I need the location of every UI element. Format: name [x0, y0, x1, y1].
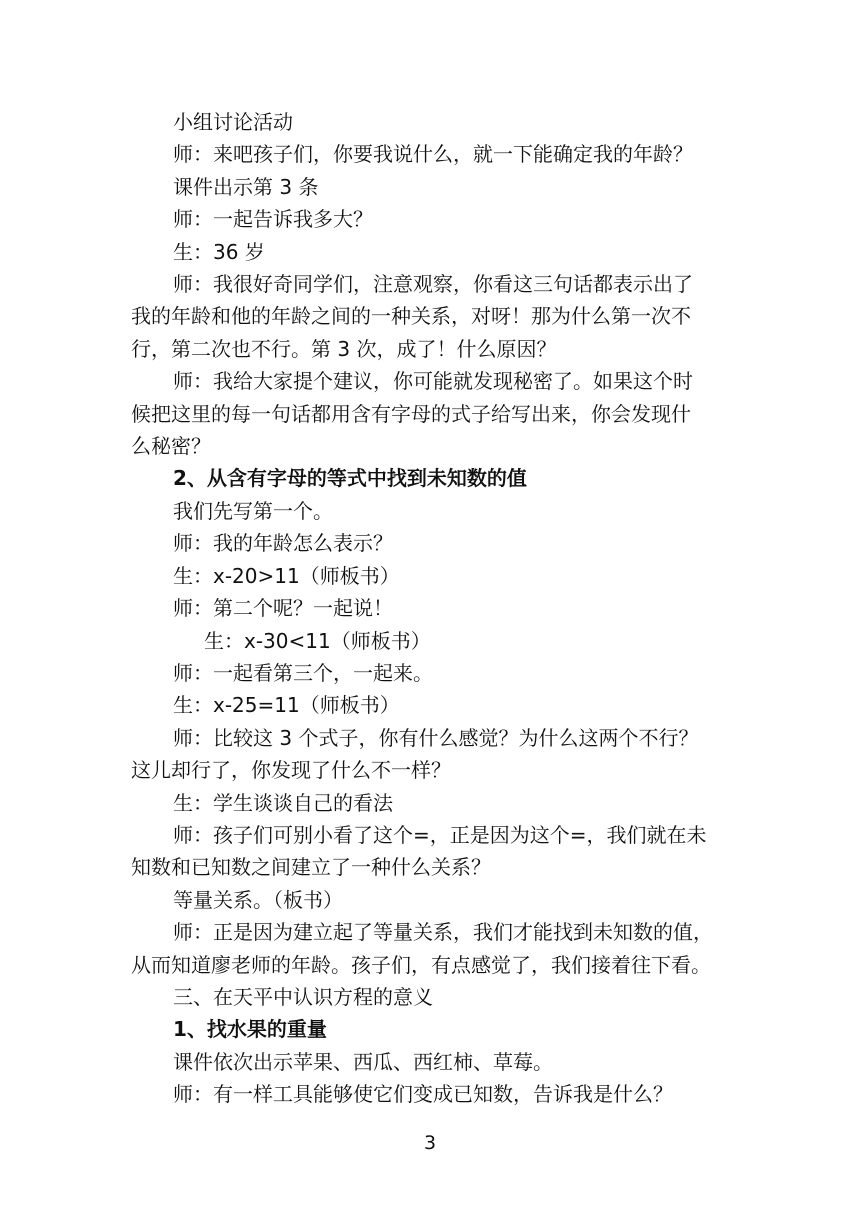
paragraph-line: 从而知道廖老师的年龄。孩子们，有点感觉了，我们接着往下看。	[131, 952, 711, 977]
paragraph-line: 师：我的年龄怎么表示？	[173, 531, 393, 556]
paragraph-line: 知数和已知数之间建立了一种什么关系？	[131, 855, 491, 880]
paragraph-line: 生：x-25=11（师板书）	[173, 693, 400, 718]
paragraph-line: 我的年龄和他的年龄之间的一种关系，对呀！那为什么第一次不	[131, 304, 691, 329]
paragraph-line: 生：x-30<11（师板书）	[204, 628, 431, 653]
paragraph-line: 生：学生谈谈自己的看法	[173, 790, 393, 815]
paragraph-line: 课件依次出示苹果、西瓜、西红柿、草莓。	[173, 1049, 553, 1074]
paragraph-line: 师：比较这 3 个式子，你有什么感觉？为什么这两个不行？	[173, 725, 699, 750]
paragraph-line: 我们先写第一个。	[173, 498, 333, 523]
paragraph-line: 这儿却行了，你发现了什么不一样？	[131, 758, 451, 783]
paragraph-line: 师：有一样工具能够使它们变成已知数，告诉我是什么？	[173, 1082, 673, 1107]
paragraph-line: 师：第二个呢？一起说！	[173, 596, 393, 621]
paragraph-line: 小组讨论活动	[173, 110, 293, 134]
paragraph-line: 候把这里的每一句话都用含有字母的式子给写出来，你会发现什	[131, 401, 691, 426]
paragraph-line: 师：一起告诉我多大？	[173, 207, 373, 232]
paragraph-line: 师：正是因为建立起了等量关系，我们才能找到未知数的值，	[173, 920, 713, 945]
paragraph-line: 师：我给大家提个建议，你可能就发现秘密了。如果这个时	[173, 369, 693, 394]
paragraph-line: 师：一起看第三个，一起来。	[173, 660, 433, 685]
paragraph-line: 三、在天平中认识方程的意义	[173, 984, 433, 1009]
paragraph-line: 生：36 岁	[173, 239, 265, 264]
paragraph-line: 等量关系。（板书）	[173, 887, 343, 912]
paragraph-line: 课件出示第 3 条	[173, 174, 319, 199]
document-body	[131, 106, 731, 1111]
section-heading: 1、找水果的重量	[173, 1017, 327, 1042]
section-heading: 2、从含有字母的等式中找到未知数的值	[173, 466, 527, 491]
paragraph-line: 生：x-20>11（师板书）	[173, 563, 400, 588]
paragraph-line: 师：我很好奇同学们，注意观察，你看这三句话都表示出了	[173, 272, 693, 297]
paragraph-line: 么秘密？	[131, 434, 211, 459]
page-number: 3	[423, 1132, 437, 1154]
paragraph-line: 行，第二次也不行。第 3 次，成了！什么原因？	[131, 336, 557, 361]
paragraph-line: 师：来吧孩子们，你要我说什么，就一下能确定我的年龄？	[173, 142, 693, 167]
paragraph-line: 师：孩子们可别小看了这个=，正是因为这个=，我们就在未	[173, 822, 707, 847]
